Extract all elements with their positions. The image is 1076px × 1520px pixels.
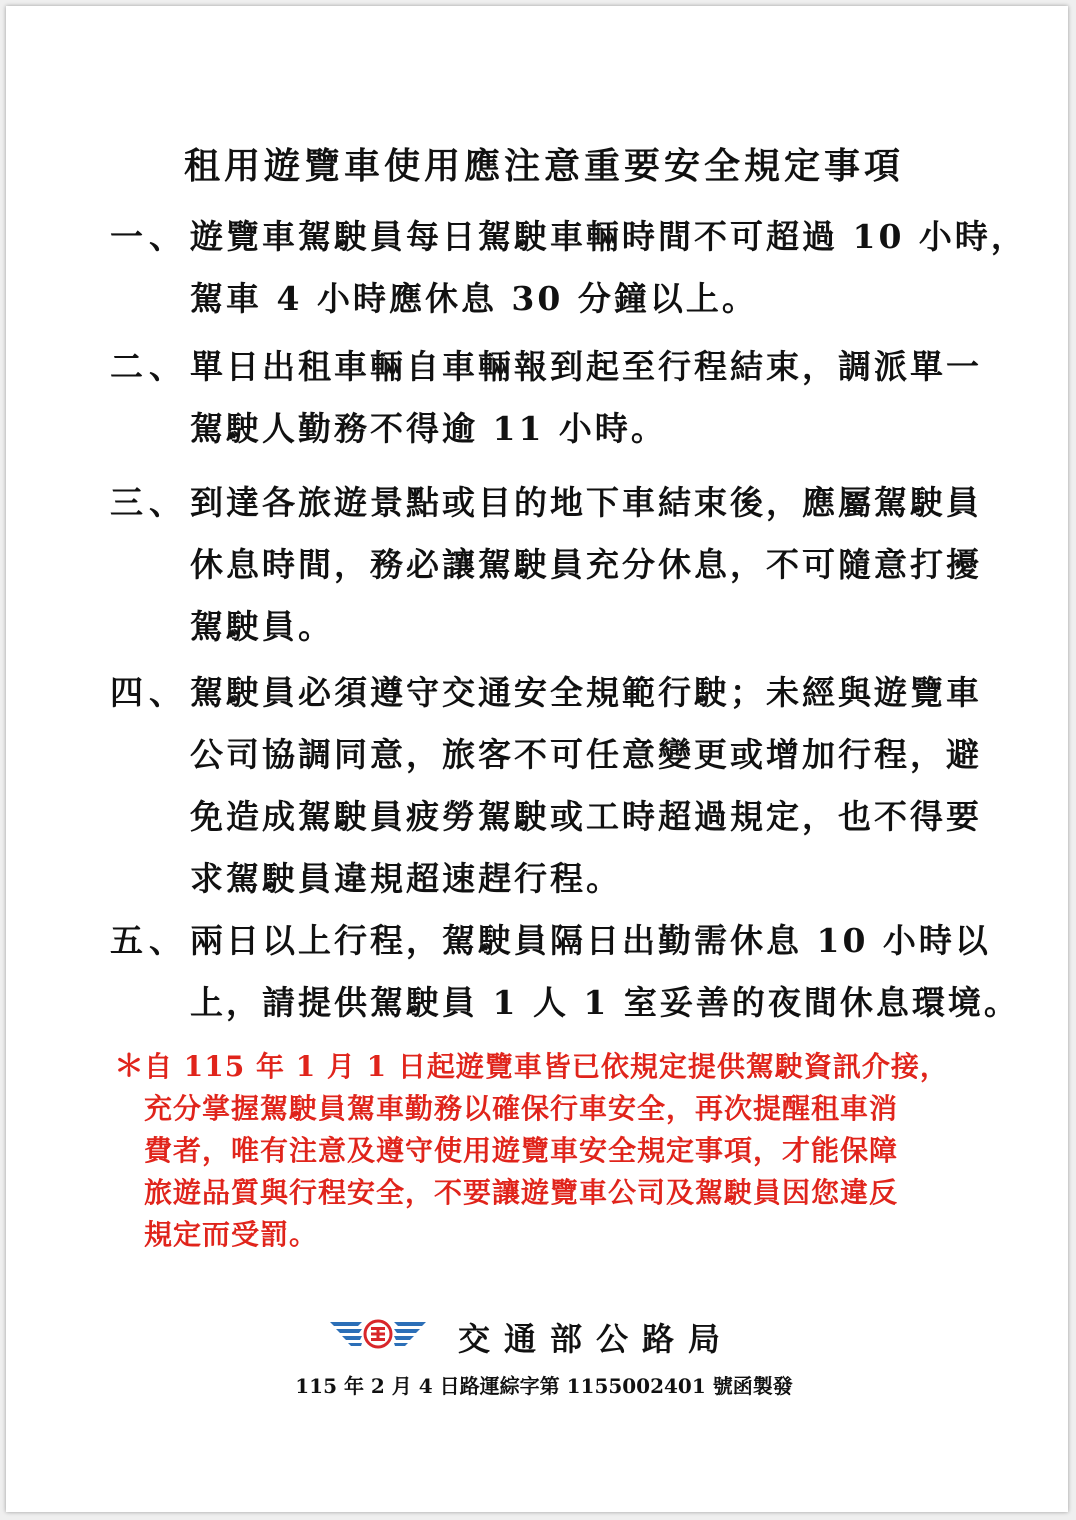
note-line: 充分掌握駕駛員駕車勤務以確保行車安全，再次提醒租車消 — [144, 1092, 899, 1125]
notice-page — [6, 6, 1068, 1512]
page-title: 租用遊覽車使用應注意重要安全規定事項 — [183, 145, 904, 187]
rule-line: 駕駛員必須遵守交通安全規範行駛；未經與遊覽車 — [190, 673, 982, 712]
note-line: 規定而受罰。 — [144, 1218, 319, 1251]
note-line: 旅遊品質與行程安全，不要讓遊覽車公司及駕駛員因您違反 — [144, 1176, 899, 1209]
rules-list — [6, 6, 1068, 1512]
rule-line: 到達各旅遊景點或目的地下車結束後，應屬駕駛員 — [190, 483, 982, 522]
rule-line: 休息時間，務必讓駕駛員充分休息，不可隨意打擾 — [190, 545, 982, 584]
rule-line: 駕車 4 小時應休息 30 分鐘以上。 — [190, 279, 758, 318]
rule-line: 免造成駕駛員疲勞駕駛或工時超過規定，也不得要 — [190, 797, 982, 836]
note-line: 自 115 年 1 月 1 日起遊覽車皆已依規定提供駕駛資訊介接， — [144, 1050, 949, 1083]
agency-signature — [328, 1312, 768, 1366]
rule-marker: 二、 — [110, 347, 188, 386]
rule-line: 單日出租車輛自車輛報到起至行程結束，調派單一 — [190, 347, 982, 386]
agency-name: 交通部公路局 — [458, 1320, 735, 1358]
rule-line: 遊覽車駕駛員每日駕駛車輛時間不可超過 10 小時， — [190, 217, 1027, 256]
rule-marker: 一、 — [110, 217, 188, 256]
rule-marker: 三、 — [110, 483, 188, 522]
asterisk-icon: ＊ — [114, 1049, 144, 1084]
note-line: 費者，唯有注意及遵守使用遊覽車安全規定事項，才能保障 — [144, 1134, 899, 1167]
rule-marker: 四、 — [110, 673, 188, 712]
rule-line: 公司協調同意，旅客不可任意變更或增加行程，避 — [190, 735, 982, 774]
rule-line: 駕駛員。 — [190, 607, 334, 646]
rule-marker: 五、 — [110, 921, 188, 960]
rule-line: 兩日以上行程，駕駛員隔日出勤需休息 10 小時以 — [190, 921, 991, 960]
rule-line: 駕駛人勤務不得逾 11 小時。 — [190, 409, 667, 448]
rule-line: 上，請提供駕駛員 1 人 1 室妥善的夜間休息環境。 — [190, 983, 1020, 1022]
document-reference: 115 年 2 月 4 日路運綜字第 1155002401 號函製發 — [295, 1374, 793, 1398]
highway-bureau-logo-icon — [328, 1318, 428, 1352]
rule-line: 求駕駛員違規超速趕行程。 — [190, 859, 622, 898]
